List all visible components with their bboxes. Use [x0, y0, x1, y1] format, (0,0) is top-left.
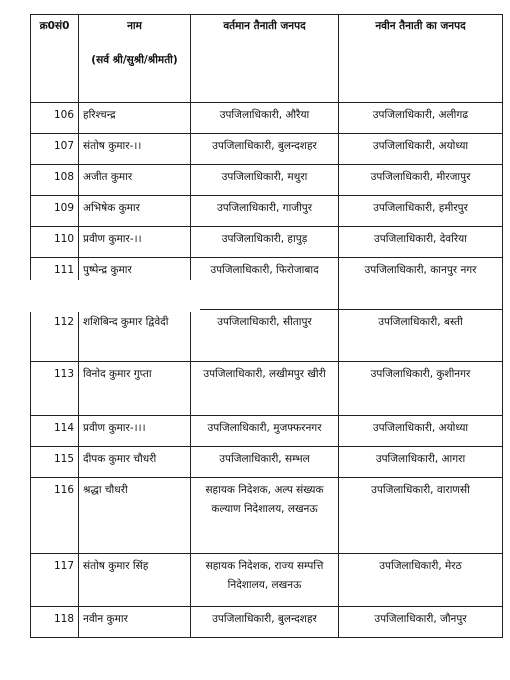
row-name: विनोद कुमार गुप्ता: [79, 362, 191, 416]
row-current-posting: उपजिलाधिकारी, मुजफ्फरनगर: [191, 416, 339, 447]
row-current-posting: उपजिलाधिकारी, सीतापुर: [191, 310, 339, 362]
row-current-posting: उपजिलाधिकारी, बुलन्दशहर: [191, 607, 339, 638]
row-current-posting: उपजिलाधिकारी, हापुड़: [191, 227, 339, 258]
table-row: [31, 103, 503, 134]
row-new-posting: उपजिलाधिकारी, अलीगढ: [339, 103, 503, 134]
header-new-posting: नवीन तैनाती का जनपद: [339, 15, 503, 103]
table-row: [31, 196, 503, 227]
row-new-posting: उपजिलाधिकारी, हमीरपुर: [339, 196, 503, 227]
row-new-posting: उपजिलाधिकारी, जौनपुर: [339, 607, 503, 638]
table-row: [31, 165, 503, 196]
row-current-posting: उपजिलाधिकारी, मथुरा: [191, 165, 339, 196]
table-row: [31, 134, 503, 165]
row-name: प्रवीण कुमार-।।।: [79, 416, 191, 447]
row-name: दीपक कुमार चौधरी: [79, 447, 191, 478]
row-serial: 110: [31, 227, 79, 258]
row-name: हरिश्चन्द्र: [79, 103, 191, 134]
header-name: [79, 15, 191, 103]
row-serial: 108: [31, 165, 79, 196]
row-new-posting: उपजिलाधिकारी, देवरिया: [339, 227, 503, 258]
row-new-posting: उपजिलाधिकारी, कुशीनगर: [339, 362, 503, 416]
row-current-posting: उपजिलाधिकारी, सम्भल: [191, 447, 339, 478]
row-current-posting: सहायक निदेशक, अल्प संख्यक कल्याण निदेशालय, लखनऊ: [191, 478, 339, 554]
table-row: [31, 447, 503, 478]
transfer-table: [30, 14, 503, 638]
row-current-posting: उपजिलाधिकारी, लखीमपुर खीरी: [191, 362, 339, 416]
row-serial: 115: [31, 447, 79, 478]
row-name: संतोष कुमार-।।: [79, 134, 191, 165]
row-new-posting: उपजिलाधिकारी, कानपुर नगर: [339, 258, 503, 310]
row-name: संतोष कुमार सिंह: [79, 554, 191, 607]
row-current-posting: उपजिलाधिकारी, औरैया: [191, 103, 339, 134]
row-serial: 106: [31, 103, 79, 134]
row-serial: 111: [31, 258, 79, 310]
row-new-posting: उपजिलाधिकारी, मीरजापुर: [339, 165, 503, 196]
row-name: प्रवीण कुमार-।।: [79, 227, 191, 258]
header-name-label: नाम: [127, 20, 142, 32]
table-row: [31, 227, 503, 258]
row-new-posting: उपजिलाधिकारी, बस्ती: [339, 310, 503, 362]
row-name: अजीत कुमार: [79, 165, 191, 196]
row-new-posting: उपजिलाधिकारी, मेरठ: [339, 554, 503, 607]
table-header-row: [31, 15, 503, 103]
row-new-posting: उपजिलाधिकारी, अयोध्या: [339, 134, 503, 165]
row-serial: 107: [31, 134, 79, 165]
row-name: पुष्पेन्द्र कुमार: [79, 258, 191, 310]
row-serial: 113: [31, 362, 79, 416]
row-serial: 118: [31, 607, 79, 638]
table-row: [31, 554, 503, 607]
row-current-posting: सहायक निदेशक, राज्य सम्पत्ति निदेशालय, लखनऊ: [191, 554, 339, 607]
row-serial: 117: [31, 554, 79, 607]
row-name: अभिषेक कुमार: [79, 196, 191, 227]
row-name: शशिबिन्द कुमार द्विवेदी: [79, 310, 191, 362]
row-new-posting: उपजिलाधिकारी, अयोध्या: [339, 416, 503, 447]
row-serial: 114: [31, 416, 79, 447]
table-row: [31, 607, 503, 638]
row-current-posting: उपजिलाधिकारी, गाजीपुर: [191, 196, 339, 227]
row-name: श्रद्धा चौधरी: [79, 478, 191, 554]
table-row: [31, 416, 503, 447]
row-current-posting: उपजिलाधिकारी, फिरोजाबाद: [191, 258, 339, 310]
row-new-posting: उपजिलाधिकारी, आगरा: [339, 447, 503, 478]
page-break-gap: [30, 280, 200, 312]
row-current-posting: उपजिलाधिकारी, बुलन्दशहर: [191, 134, 339, 165]
table-row: [31, 478, 503, 554]
row-serial: 116: [31, 478, 79, 554]
header-serial: क्र0सं0: [31, 15, 79, 103]
table-row: [31, 362, 503, 416]
row-serial: 109: [31, 196, 79, 227]
header-name-honorifics: (सर्व श्री/सुश्री/श्रीमती): [91, 54, 178, 66]
row-name: नवीन कुमार: [79, 607, 191, 638]
row-serial: 112: [31, 310, 79, 362]
table-row: [31, 310, 503, 362]
row-new-posting: उपजिलाधिकारी, वाराणसी: [339, 478, 503, 554]
header-current-posting: वर्तमान तैनाती जनपद: [191, 15, 339, 103]
